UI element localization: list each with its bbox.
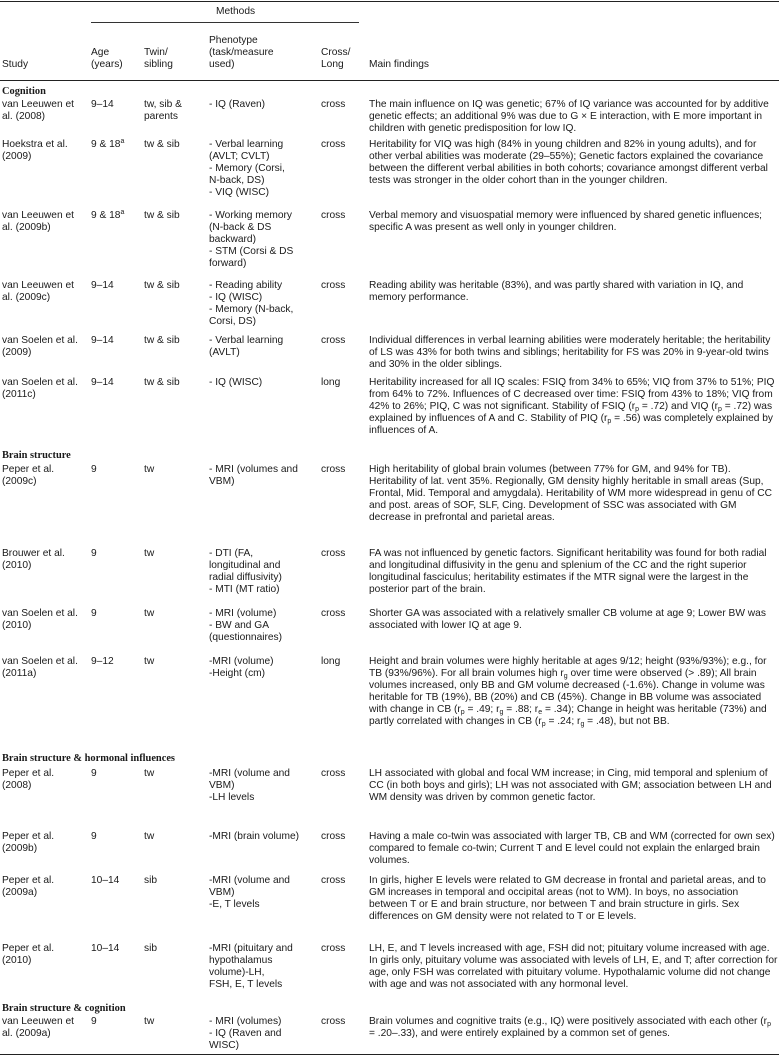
cross-long-cell: cross [321, 548, 346, 559]
study-cell: van Leeuwen et al. (2009b) [2, 210, 74, 234]
section-title-brain-cognition: Brain structure & cognition [2, 1003, 126, 1014]
age-cell: 9 [91, 464, 97, 475]
findings-cell: In girls, higher E levels were related to GM decrease in frontal and parietal areas, and to GM increases in temporal and occipital areas (not to WM). In boys, no association between T or E and brain structure, nor between T and brain structure in girls. Sex differences on GM density were not related to T or E levels. [369, 875, 766, 923]
phenotype-cell: -MRI (volume and VBM) -E, T levels [209, 875, 290, 911]
phenotype-cell: - MRI (volume) - BW and GA (questionnaires) [209, 608, 283, 644]
age-cell: 10–14 [91, 943, 120, 954]
study-cell: van Leeuwen et al. (2009a) [2, 1016, 74, 1040]
findings-cell: Brain volumes and cognitive traits (e.g., IQ) were positively associated with each other $(r_p = .20-.33)$, and were entirely explained by a common set of genes. [369, 1016, 771, 1040]
twin-sibling-cell: sib [144, 875, 158, 886]
cross-long-header: Cross/ Long [321, 47, 351, 71]
findings-cell: Heritability increased for all IQ scales: FSIQ from 34% to 65%; VIQ from 37% to 51%; PIQ from 64% to 72%. Influences of C decreased over time: FSIQ from 43% to 18%; VIQ from 42% to 26%; PIQ, C was not significant. Stability of FSIQ $(r_p = .72)$ and VIQ $(r_p = .72)$ was explained by influences of A and C. Stability of PIQ $(r_p = .56)$ was completely explained by influences of A. [369, 377, 775, 437]
phenotype-cell: - MRI (volumes) - IQ (Raven and WISC) [209, 1016, 282, 1052]
findings-cell: FA was not influenced by genetic factors. Significant heritability was found for both radial and longitudinal diffusivity in the genu and splenium of the CC and the right superior longitudinal fasciculus; heritability estimates if the MTR signal were the largest in the posterior part of the brain. [369, 548, 767, 596]
study-cell: Hoekstra et al. (2009) [2, 139, 68, 163]
age-header: Age (years) [91, 47, 123, 71]
twin-sibling-cell: tw & sib [144, 210, 180, 221]
age-cell: 9–12 [91, 656, 114, 667]
findings-cell: Verbal memory and visuospatial memory were influenced by shared genetic influences; specific A was present as well only in younger children. [369, 210, 762, 234]
phenotype-cell: -MRI (volume) -Height (cm) [209, 656, 274, 680]
twin-sibling-cell: tw & sib [144, 377, 180, 388]
study-cell: Peper et al. (2009c) [2, 464, 55, 488]
phenotype-header: Phenotype (task/measure used) [209, 35, 274, 71]
cross-long-cell: cross [321, 875, 346, 886]
phenotype-cell: - Working memory (N-back & DS backward) - STM (Corsi & DS forward) [209, 210, 294, 270]
age-value: 9 & 18 [91, 210, 121, 221]
cross-long-cell: cross [321, 335, 346, 346]
age-cell: 9 [91, 1016, 97, 1027]
twin-sibling-cell: tw [144, 548, 155, 559]
findings-cell: Shorter GA was associated with a relatively smaller CB volume at age 9; Lower BW was associated with lower IQ at age 9. [369, 608, 766, 632]
findings-cell: Reading ability was heritable (83%), and was partly shared with variation in IQ, and memory performance. [369, 280, 744, 304]
cross-long-cell: cross [321, 943, 346, 954]
study-cell: van Leeuwen et al. (2009c) [2, 280, 74, 304]
findings-cell: The main influence on IQ was genetic; 67% of IQ variance was accounted for by additive genetic effects; an additional 9% was due to G × E interaction, with E more important in children with genetic predisposition for low IQ. [369, 99, 769, 135]
twin-sibling-cell: tw [144, 768, 155, 779]
twin-sibling-cell: tw & sib [144, 280, 180, 291]
age-cell: 9–14 [91, 99, 114, 110]
study-cell: Brouwer et al. (2010) [2, 548, 65, 572]
age-cell: 9 [91, 768, 97, 779]
phenotype-cell: -MRI (pituitary and hypothalamus volume)-LH, FSH, E, T levels [209, 943, 293, 991]
phenotype-cell: - Verbal learning (AVLT; CVLT) - Memory (Corsi, N-back, DS) - VIQ (WISC) [209, 139, 285, 199]
cross-long-cell: long [321, 656, 341, 667]
study-cell: Peper et al. (2008) [2, 768, 55, 792]
age-cell: 9–14 [91, 280, 114, 291]
phenotype-cell: -MRI (volume and VBM) -LH levels [209, 768, 290, 804]
study-header: Study [2, 59, 29, 70]
cross-long-cell: cross [321, 1016, 346, 1027]
age-cell: 9 [91, 548, 97, 559]
twin-sibling-cell: tw & sib [144, 335, 180, 346]
cross-long-cell: long [321, 377, 341, 388]
age-cell: 10–14 [91, 875, 120, 886]
findings-cell: Having a male co-twin was associated with larger TB, CB and WM (corrected for own sex) compared to female co-twin; Current T and E level could not explain the enlarged brain volumes. [369, 831, 775, 867]
cross-long-cell: cross [321, 280, 346, 291]
twin-sibling-cell: tw [144, 608, 155, 619]
section-title-hormonal: Brain structure & hormonal influences [2, 753, 175, 764]
cross-long-cell: cross [321, 139, 346, 150]
study-cell: van Soelen et al. (2011c) [2, 377, 78, 401]
cross-long-cell: cross [321, 608, 346, 619]
age-cell [91, 139, 124, 151]
age-cell: 9 [91, 831, 97, 842]
twin-sibling-cell: tw [144, 656, 155, 667]
section-title-cognition: Cognition [2, 86, 46, 97]
methods-rule [91, 22, 359, 23]
twin-sibling-cell: tw [144, 1016, 155, 1027]
cross-long-cell: cross [321, 210, 346, 221]
twin-sibling-cell: tw [144, 464, 155, 475]
footnote-marker: a [120, 138, 125, 145]
age-cell [91, 210, 124, 222]
study-cell: van Soelen et al. (2010) [2, 608, 78, 632]
twin-header: Twin/ sibling [144, 47, 173, 71]
findings-cell: LH, E, and T levels increased with age, FSH did not; pituitary volume increased with age. In girls only, pituitary volume was associated with levels of LH, E, and T; after correction for age, only FSH was correlated with pituitary volume. Hypothalamic volume did not change with age and was not associated with any hormonal level. [369, 943, 778, 991]
header-rule [0, 80, 779, 81]
phenotype-cell: - DTI (FA, longitudinal and radial diffusivity) - MTI (MT ratio) [209, 548, 282, 596]
cross-long-cell: cross [321, 768, 346, 779]
findings-cell: Individual differences in verbal learning abilities were moderately heritable; the heritability of LS was 43% for both twins and siblings; heritability for FS was 20% in 9-year-old twins and 30% in the older siblings. [369, 335, 771, 371]
section-title-brain-structure: Brain structure [2, 450, 71, 461]
twin-sibling-cell: tw [144, 831, 155, 842]
cross-long-cell: cross [321, 831, 346, 842]
twin-sibling-cell: tw & sib [144, 139, 180, 150]
study-cell: van Leeuwen et al. (2008) [2, 99, 74, 123]
findings-cell: Height and brain volumes were highly heritable at ages 9/12; height (93%/93%); e.g., for TB (93%/96%). For all brain volumes high $r_g$ over time were observed (> .89); All brain volumes increased, only BB and GM volume decreased (-1.6%). Change in volume was heritable for TB (19%), BB (20%) and CB (45%). Change in BB volume was associated with change in CB ($r_p = .49$; $r_g = .88$; $r_e = .34$); Change in height was heritable (73%) and partly correlated with changes in CB ($r_p = .24$; $r_g = .48$), but not BB. [369, 656, 767, 729]
footnote-marker: a [120, 209, 125, 216]
age-value: 9 & 18 [91, 139, 121, 150]
twin-sibling-cell: tw, sib & parents [144, 99, 182, 123]
cross-long-cell: cross [321, 464, 346, 475]
cross-long-cell: cross [321, 99, 346, 110]
phenotype-cell: - IQ (Raven) [209, 99, 266, 110]
study-cell: Peper et al. (2009a) [2, 875, 55, 899]
phenotype-cell: - Reading ability - IQ (WISC) - Memory (N-back, Corsi, DS) [209, 280, 294, 328]
age-cell: 9–14 [91, 335, 114, 346]
findings-header: Main findings [369, 59, 430, 70]
table-top-rule [0, 1, 779, 2]
findings-cell: High heritability of global brain volumes (between 77% for GM, and 94% for TB). Heritability of lat. vent 35%. Regionally, GM density highly heritable in small areas (Sup, Frontal, Mid. Temporal and amygdala). Heritability of WM more widespread in genu of CC and post. areas of SOF, SLF, Cing. Development of SSC was associated with GM decrease in prefrontal and parietal areas. [369, 464, 772, 524]
study-cell: van Soelen et al. (2011a) [2, 656, 78, 680]
phenotype-cell: - MRI (volumes and VBM) [209, 464, 298, 488]
age-cell: 9 [91, 608, 97, 619]
study-cell: van Soelen et al. (2009) [2, 335, 78, 359]
age-cell: 9–14 [91, 377, 114, 388]
study-cell: Peper et al. (2009b) [2, 831, 55, 855]
methods-header: Methods [216, 6, 256, 17]
study-cell: Peper et al. (2010) [2, 943, 55, 967]
phenotype-cell: - IQ (WISC) [209, 377, 263, 388]
phenotype-cell: -MRI (brain volume) [209, 831, 300, 842]
table-bottom-rule [0, 1054, 779, 1055]
twin-sibling-cell: sib [144, 943, 158, 954]
findings-cell: LH associated with global and focal WM increase; in Cing, mid temporal and splenium of CC (in both boys and girls); LH was not associated with GM; association between LH and WM density was driven by common genetic factor. [369, 768, 772, 804]
phenotype-cell: - Verbal learning (AVLT) [209, 335, 284, 359]
findings-cell: Heritability for VIQ was high (84% in young children and 82% in young adults), and for other verbal abilities was moderate (29–55%); Genetic factors explained the covariance between the different verbal abilities in both cohorts; covariance amongst different verbal tests was stronger in the older cohort than in the younger children. [369, 139, 768, 187]
